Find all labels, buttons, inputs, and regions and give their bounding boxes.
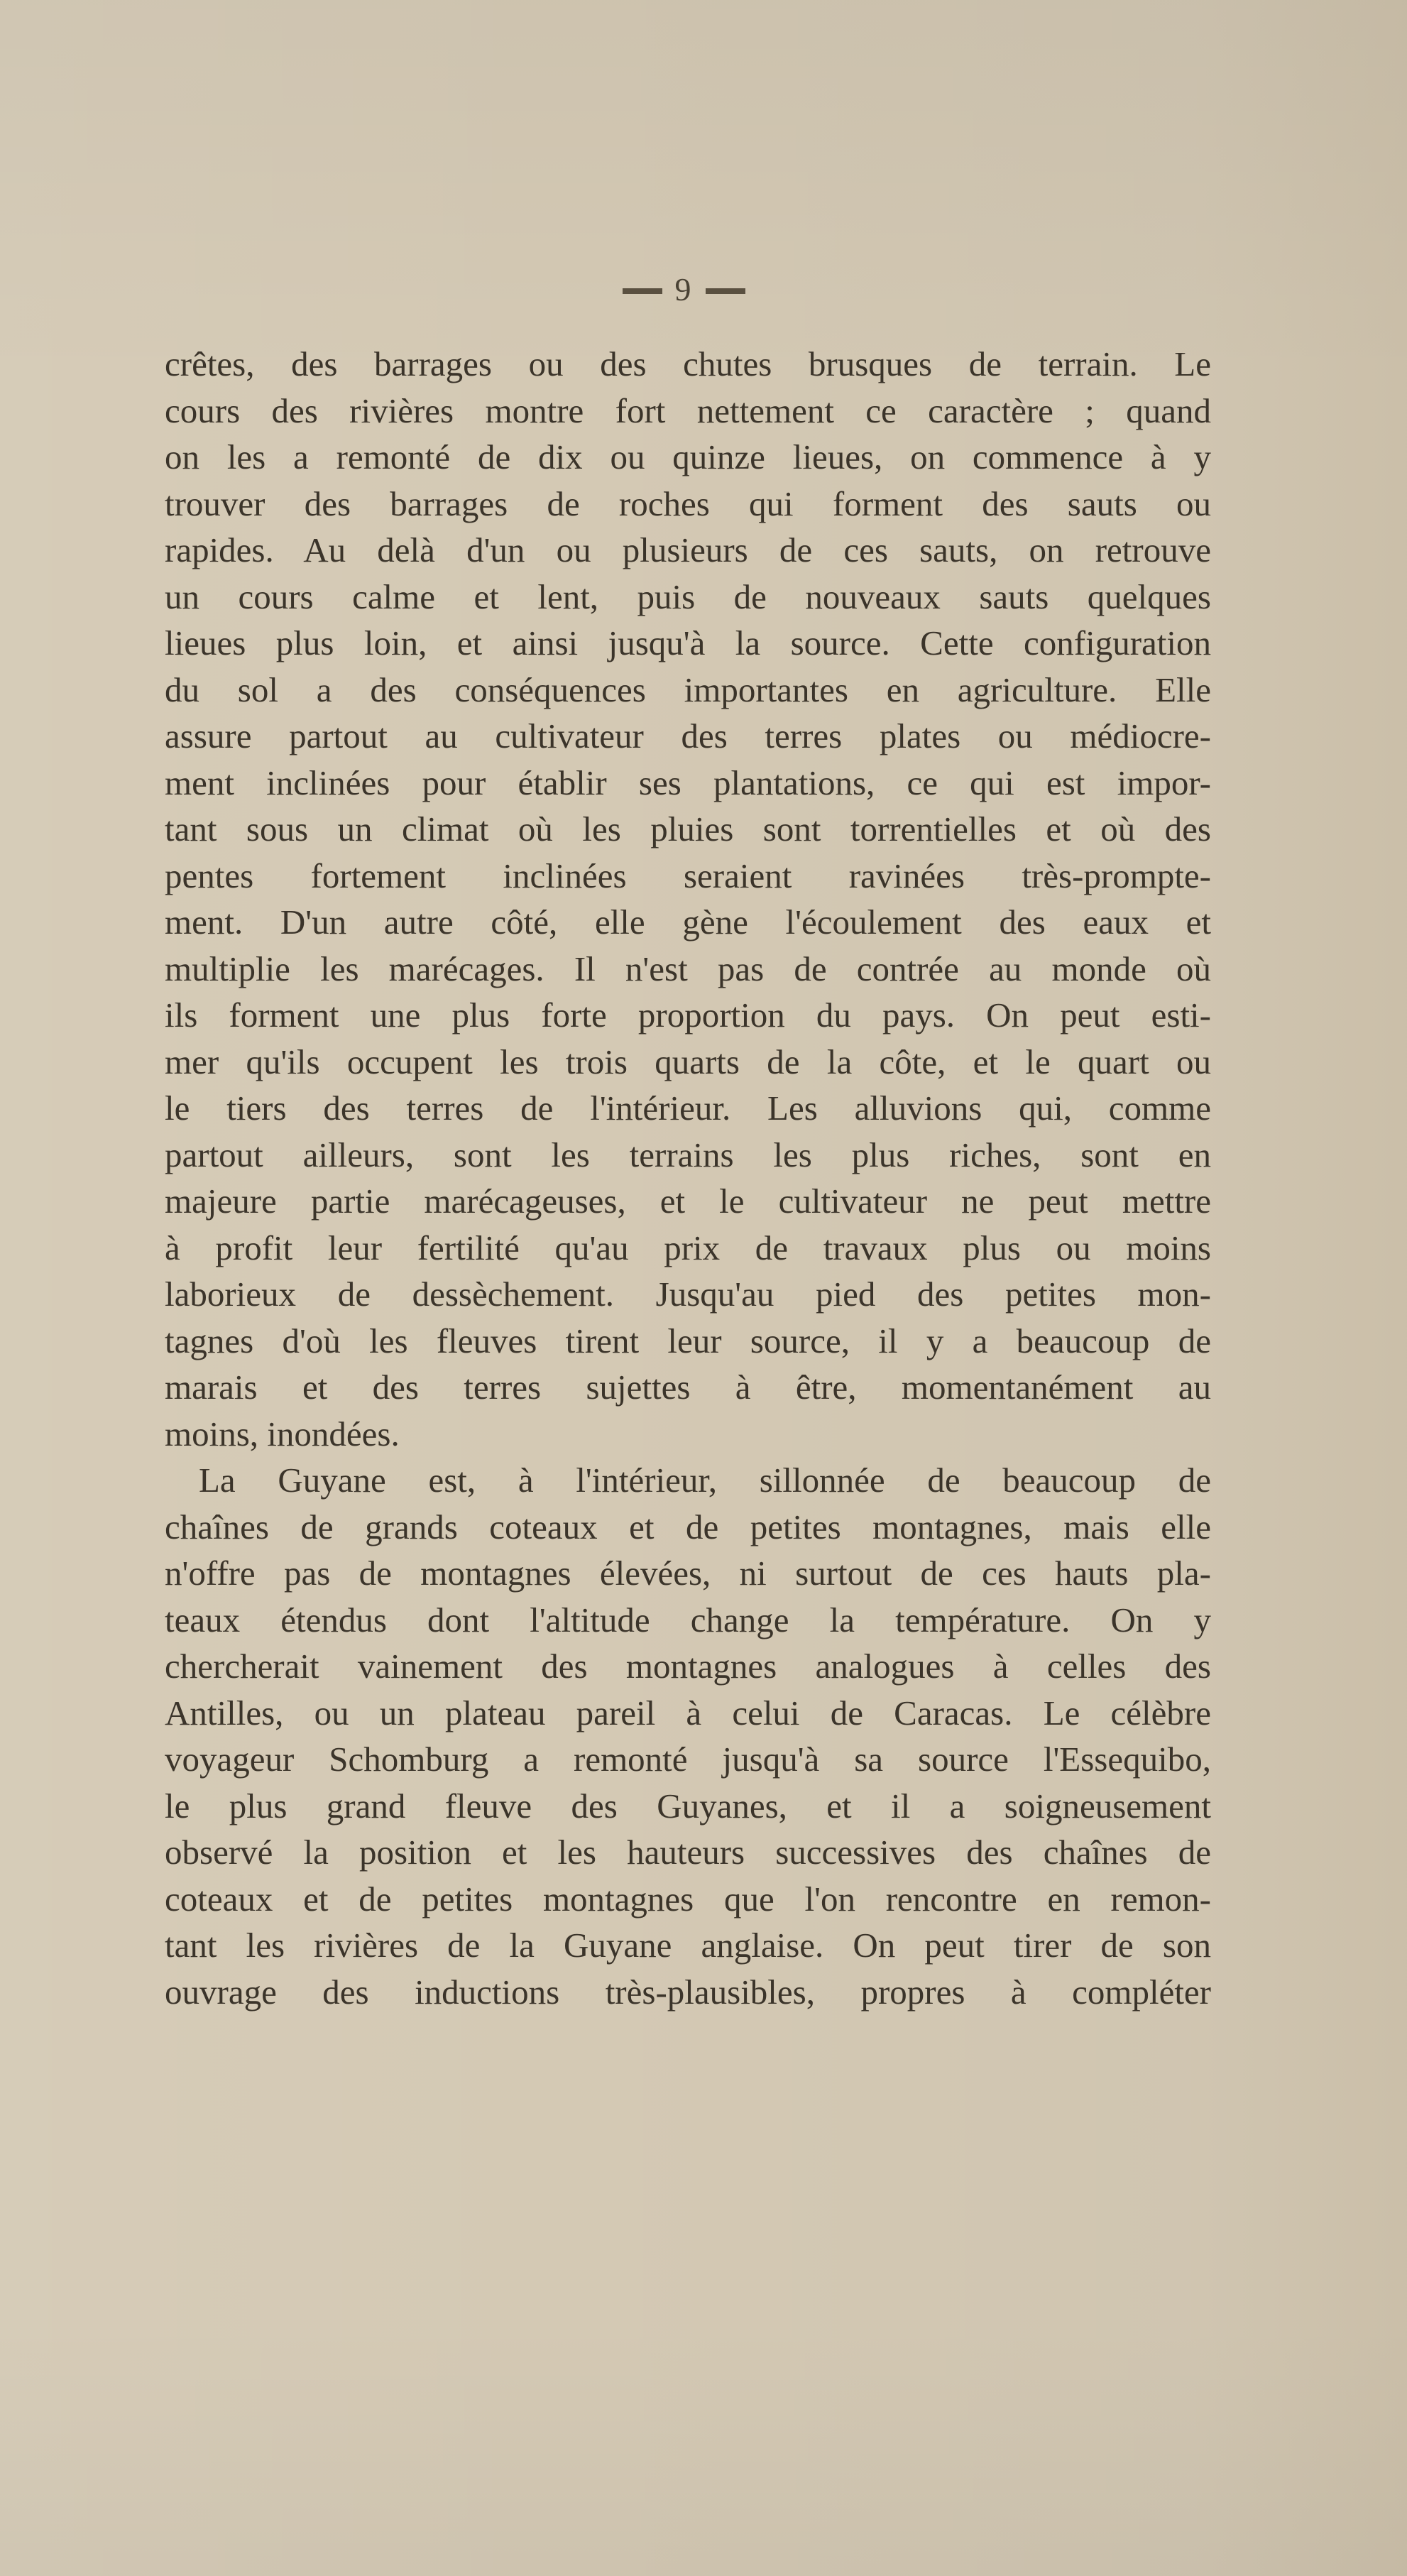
text-line: ils forment une plus forte proportion du pays. On peut esti- — [165, 995, 1211, 1035]
text-line: assure partout au cultivateur des terres plates ou médiocre- — [165, 716, 1211, 755]
text-line: majeure partie marécageuses, et le cultivateur ne peut mettre — [165, 1181, 1211, 1221]
text-line: mer qu'ils occupent les trois quarts de la côte, et le quart ou — [165, 1042, 1211, 1081]
text-line: tant sous un climat où les pluies sont torrentielles et où des — [165, 809, 1211, 848]
text-line: ment. D'un autre côté, elle gène l'écoulement des eaux et — [165, 902, 1211, 942]
text-line: laborieux de dessèchement. Jusqu'au pied des petites mon- — [165, 1275, 1211, 1314]
text-line: coteaux et de petites montagnes que l'on rencontre en remon- — [165, 1879, 1211, 1919]
text-line: à profit leur fertilité qu'au prix de travaux plus ou moins — [165, 1228, 1211, 1267]
text-line: tant les rivières de la Guyane anglaise. On peut tirer de son — [165, 1926, 1211, 1965]
text-line: chaînes de grands coteaux et de petites montagnes, mais elle — [165, 1507, 1211, 1546]
text-line: voyageur Schomburg a remonté jusqu'à sa source l'Essequibo, — [165, 1740, 1211, 1779]
page-number — [0, 268, 1367, 311]
text-line: crêtes, des barrages ou des chutes brusques de terrain. Le — [165, 344, 1211, 383]
text-line: ouvrage des inductions très-plausibles, propres à compléter — [165, 1972, 1211, 2012]
text-line: La Guyane est, à l'intérieur, sillonnée de beaucoup de — [199, 1461, 1211, 1500]
text-line: ment inclinées pour établir ses plantations, ce qui est impor- — [165, 763, 1211, 802]
text-line: rapides. Au delà d'un ou plusieurs de ces sauts, on retrouve — [165, 530, 1211, 569]
text-line: chercherait vainement des montagnes analogues à celles des — [165, 1647, 1211, 1686]
text-line: pentes fortement inclinées seraient ravinées très-prompte- — [165, 856, 1211, 895]
text-line: du sol a des conséquences importantes en agriculture. Elle — [165, 670, 1211, 709]
text-line: multiplie les marécages. Il n'est pas de contrée au monde où — [165, 949, 1211, 988]
text-line: le tiers des terres de l'intérieur. Les alluvions qui, comme — [165, 1088, 1211, 1128]
paragraph-2 — [165, 1457, 1211, 2015]
text-line: cours des rivières montre fort nettement ce caractère ; quand — [165, 391, 1211, 430]
text-line: teaux étendus dont l'altitude change la température. On y — [165, 1600, 1211, 1639]
text-line: trouver des barrages de roches qui forment des sauts ou — [165, 484, 1211, 523]
text-line: un cours calme et lent, puis de nouveaux sauts quelques — [165, 577, 1211, 616]
text-line: moins, inondées. — [165, 1414, 400, 1453]
paragraph-1 — [165, 341, 1211, 1457]
text-line: partout ailleurs, sont les terrains les plus riches, sont en — [165, 1135, 1211, 1174]
text-line: observé la position et les hauteurs successives des chaînes de — [165, 1833, 1211, 1872]
text-line: marais et des terres sujettes à être, momentanément au — [165, 1368, 1211, 1407]
page-number-dash-right — [706, 288, 745, 294]
body-text — [165, 341, 1211, 2015]
page-number-dash-left — [623, 288, 662, 294]
page-number-value: 9 — [674, 271, 693, 307]
text-line: tagnes d'où les fleuves tirent leur source, il y a beaucoup de — [165, 1321, 1211, 1360]
text-line: on les a remonté de dix ou quinze lieues, on commence à y — [165, 437, 1211, 476]
text-line: Antilles, ou un plateau pareil à celui de Caracas. Le célèbre — [165, 1693, 1211, 1732]
text-line: n'offre pas de montagnes élevées, ni surtout de ces hauts pla- — [165, 1554, 1211, 1593]
text-line: lieues plus loin, et ainsi jusqu'à la source. Cette configuration — [165, 623, 1211, 662]
text-line: le plus grand fleuve des Guyanes, et il a soigneusement — [165, 1786, 1211, 1825]
